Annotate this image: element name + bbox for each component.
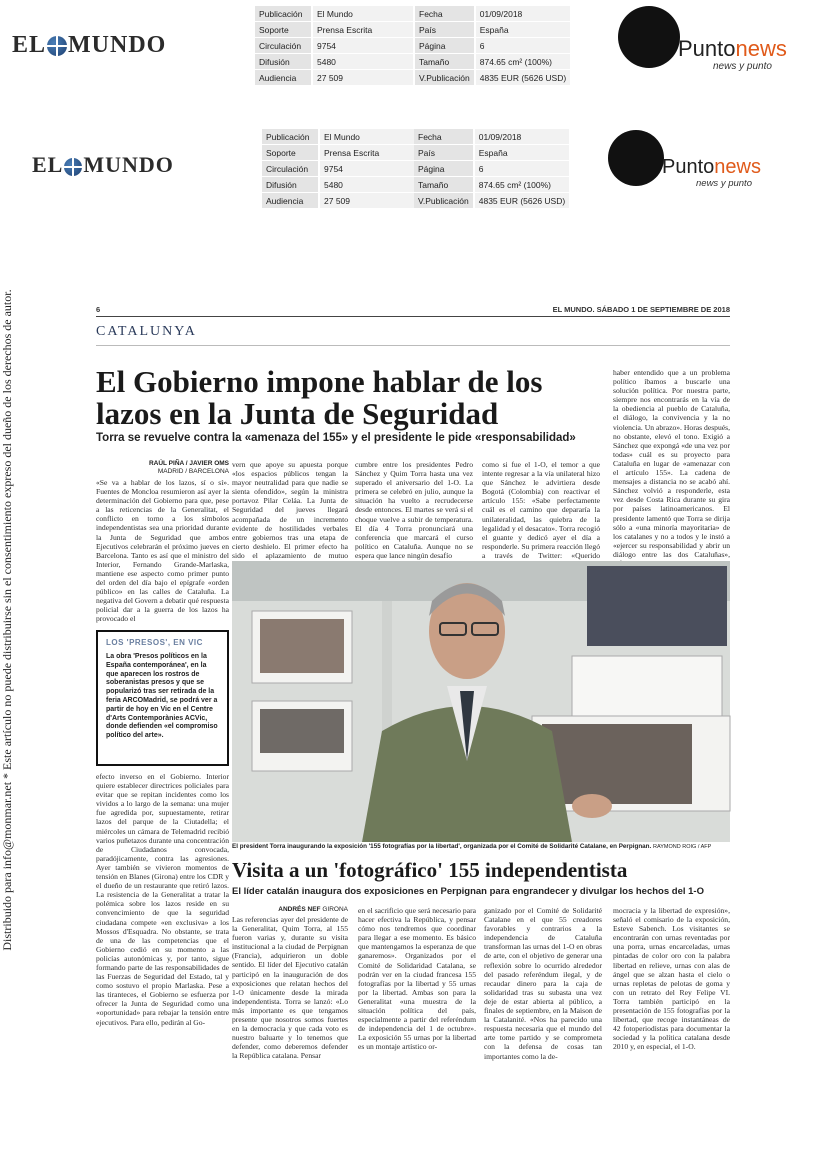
sidebar-title: LOS 'PRESOS', EN VIC <box>106 638 203 647</box>
folio-info: EL MUNDO. SÁBADO 1 DE SEPTIEMBRE DE 2018 <box>552 305 730 314</box>
metadata-table-left: Publicación El Mundo Soporte Prensa Escrita Circulación 9754 Difusión 5480 Audiencia 27 509 <box>253 5 415 86</box>
metadata-table-left: Publicación El Mundo Soporte Prensa Escrita Circulación 9754 Difusión 5480 Audiencia 27 509 <box>260 128 422 209</box>
article2-column: ganizado por el Comité de Solidarité Catalane en el que 55 creadores favorables y contrarios a la independencia de Cataluña transforman las urnas del 1-O en obras de arte, con el objetivo de generar una reflexión sobre lo ocurrido alrededor del pasado referéndum ilegal, y de recaudar dinero para la caja de solidaridad tras su subasta una vez deje de estar abierta al público, a finales de septiembre, en la Maison de la Catalanité. «Nos ha parecido una respuesta necesaria que el mundo del arte tome partido y se comprometa con la defensa de cosas tan importantes como la de- <box>484 906 602 1061</box>
article2-column: en el sacrificio que será necesario para hacer efectiva la República, y pensar cómo nos tendremos que coordinar para llegar a ese momento. Es básico que mantengamos la esperanza de que ganaremos». Organizados por el Comité de Solidaridad Catalana, se podrán ver en la ciudad francesa 155 fotografías por la libertad y 55 urnas por la libertad. Ambas son para la Generalitat «una muestra de la situación política del país, especialmente a partir del referéndum de independencia del 1 de octubre». La exposición 55 urnas por la libertad es un montaje artístico or- <box>358 906 476 1052</box>
article2-column: mocracia y la libertad de expresión», señaló el comisario de la exposición, Esteve Sabench. Los visitantes se encontrarán con urnas reventadas por una porra, urnas encarceladas, urnas pintadas de color oro con la palabra libertad en relieve, urnas con alas de ángel que se alzan hasta el cielo o urnas repletas de pelotas de goma y con un retrato del Rey Felipe VI. Torra también participó en la presentación de 155 fotografías por la libertad, que recoge instantáneas de 42 fotoperiodistas para documentar la sociedad y la política catalana desde 2010 y, en especial, el 1-O. <box>613 906 730 1052</box>
elmundo-logo: EL MUNDO <box>32 152 174 177</box>
section-title: CATALUNYA <box>96 324 197 339</box>
article2-column: Las referencias ayer del presidente de la Generalitat, Quim Torra, al 155 fueron varias y, durante su visita institucional a la ciudad de Perpignan (Francia), adquirieron un doble sentido. El líder del Ejecutivo catalán participó en la inauguración de dos exposiciones que relatan hechos del 1-O únicamente desde la mirada independentista. Torra se lanzó: «Lo más importante es que tengamos presente que nosotros somos fuertes en la democracia y que cada voto es nuestro baluarte y lo tenemos que defender, como deberemos defender la República catalana. Pensar <box>232 915 348 1061</box>
sidebar-body: La obra 'Presos políticos en la España contemporánea', en la que aparecen los rostros de soberanistas presos y que se popularizó tras ser retirada de la feria ARCOMadrid, se podrá ver a partir de hoy en Vic en el Centre d'Arts Contemporànies ACVic, donde defienden «el compromiso político del arte». <box>106 653 218 740</box>
puntonews-logo-icon <box>618 6 680 68</box>
article2-subheadline: El líder catalán inaugura dos exposiciones en Perpignan para engrandecer y divulgar los hechos del 1-O <box>232 886 704 897</box>
metadata-table-right: Fecha 01/09/2018 País España Página 6 Tamaño 874.65 cm² (100%) V.Publicación 4835 EUR (5626 USD) <box>413 5 572 86</box>
folio-number: 6 <box>96 305 101 314</box>
elmundo-logo: EL MUNDO <box>12 32 167 58</box>
globe-icon <box>64 158 82 176</box>
article2-headline: Visita a un 'fotográfico' 155 independentista <box>232 858 628 882</box>
photo-illustration <box>232 561 730 842</box>
copyright-notice-vertical: Distribuido para info@monmar.net * Este artículo no puede distribuirse sin el consentimiento expreso del dueño de los derechos de autor. <box>0 289 14 951</box>
article-column: cumbre entre los presidentes Pedro Sánchez y Quim Torra hasta una vez superado el aniversario del 1-O. La primera se celebró en julio, aunque la situación ha vuelto a recrudecerse desde entonces. El martes se verá si el choque vuelve a subir de temperatura. El día 4 Torra pronunciará una conferencia que marcará el curso político en Cataluña. Aunque no se espera que lance ningún desafío <box>355 460 473 560</box>
article-photo <box>232 561 730 842</box>
article-column: «Se va a hablar de los lazos, sí o sí». Fuentes de Moncloa resumieron así ayer la determinación del Gobierno para que, pese a las reticencias de la Generalitat, el conflicto en torno a los símbolos independentistas sea una prioridad durante la Junta de Seguridad que ambos Ejecutivos celebrarán el próximo jueves en Barcelona. Tanto es así que el ministro del Interior, Fernando Grande-Marlaska, mantiene ese aspecto como primer punto del orden del día bajo el epígrafe «orden público» en las calles de Cataluña. La negativa del Govern a debatir qué respuesta policial dar a la guerra de los lazos ha provocado el <box>96 478 229 624</box>
sidebar-box <box>96 630 229 766</box>
divider <box>96 316 730 317</box>
article-column: vern que apoye su apuesta porque «los espacios públicos tengan la mayor neutralidad para que nadie se sienta ofendido», según la ministra portavoz Pilar Celáa. La Junta de Seguridad del jueves llegará acompañada de un incremento evidente de hostilidades verbales entre gobiernos tras una etapa de cierto deshielo. El primer efecto ha sido el aplazamiento de mutuo <box>232 460 348 560</box>
article2-byline: ANDRÉS NEF GIRONA <box>278 906 348 913</box>
article-byline: RAÚL PIÑA / JAVIER OMS MADRID / BARCELONA <box>148 460 229 475</box>
divider <box>96 345 730 346</box>
article-headline: El Gobierno impone hablar de los lazos en la Junta de Seguridad <box>96 364 543 431</box>
article-column: efecto inverso en el Gobierno. Interior quiere establecer directrices policiales para evitar que se repitan incidentes como los vividos a lo largo de la semana: una mujer fue agredida por, supuestamente, retirar lazos del parque de la Ciutadella; el miércoles un cámara de Telemadrid recibió varios puñetazos durante una concentración de Ciudadanos convocada, paradójicamente, contra las agresiones. Ayer también se vivieron momentos de tensión en Blanes (Girona) entre los CDR y el dueño de un restaurante que retiró lazos. La resistencia de la Generalitat a tratar la polémica sobre los lazos reside en su convencimiento de que la seguridad ciudadana compete «en exclusiva» a los Mossos d'Esquadra. No obstante, se trata de una de las competencias que el Gobierno cedió en su momento a las policías autonómicas y, por tanto, sigue formando parte de las responsabilidades de las Fuerzas de Seguridad del Estado, tal y como sostuvo el propio Marlaska. Pese a las tiranteces, el Gobierno se esfuerza por ofrecer la Junta de Seguridad como una «oportunidad» para rebajar la tensión entre ejecutivos. Para ello, pedirán al Go- <box>96 772 229 1027</box>
puntonews-logo-icon <box>608 130 664 186</box>
metadata-table-right: Fecha 01/09/2018 País España Página 6 Tamaño 874.65 cm² (100%) V.Publicación 4835 EUR (5626 USD) <box>412 128 571 209</box>
article-column: como si fue el 1-O, el temor a que intente regresar a la vía unilateral hizo que Sánchez le advirtiera desde Bogotá (Colombia) con reactivar el artículo 155: «Sabe perfectamente cuál es el camino que depararía la unilateralidad, las quiebra de la legalidad y el desacato». Torra recogió el guante y dedicó ayer el día a responderle. Su primera reacción llegó a través de Twitter: «Querido <box>482 460 600 560</box>
globe-icon <box>47 36 67 56</box>
photo-caption: El president Torra inaugurando la exposición '155 fotografías por la libertad', organizada por el Comité de Solidarité Catalane, en Perpignan. RAYMOND ROIG / AFP <box>232 843 712 850</box>
article-column: haber entendido que a un problema político íbamos a buscarle una solución política. Por nuestra parte, siempre nos encontrarás en la vía de la obediencia al pueblo de Cataluña, el diálogo, la convivencia y la no violencia. Un abrazo». Horas después, no obstante, elevó el tono. Exigió a Sánchez que expongá «de una vez por todas» cuál es su proyecto para Cataluña en lugar de «amenazar con el artículo 155». La cadena de mensajes a distancia no se acabó ahí. Sánchez volvió a responderle, esta vez desde Costa Rica durante su gira por países latinoamericanos. El presidente lamentó que Torra se dirija sólo a «una minoría mayoritaria» de los catalanes y no a todos y le instó a «ejercer su responsabilidad y abrir un diálogo entre las dos Cataluñas», <box>613 368 730 559</box>
article-subheadline: Torra se revuelve contra la «amenaza del 155» y el presidente le pide «responsabilidad» <box>96 432 576 444</box>
